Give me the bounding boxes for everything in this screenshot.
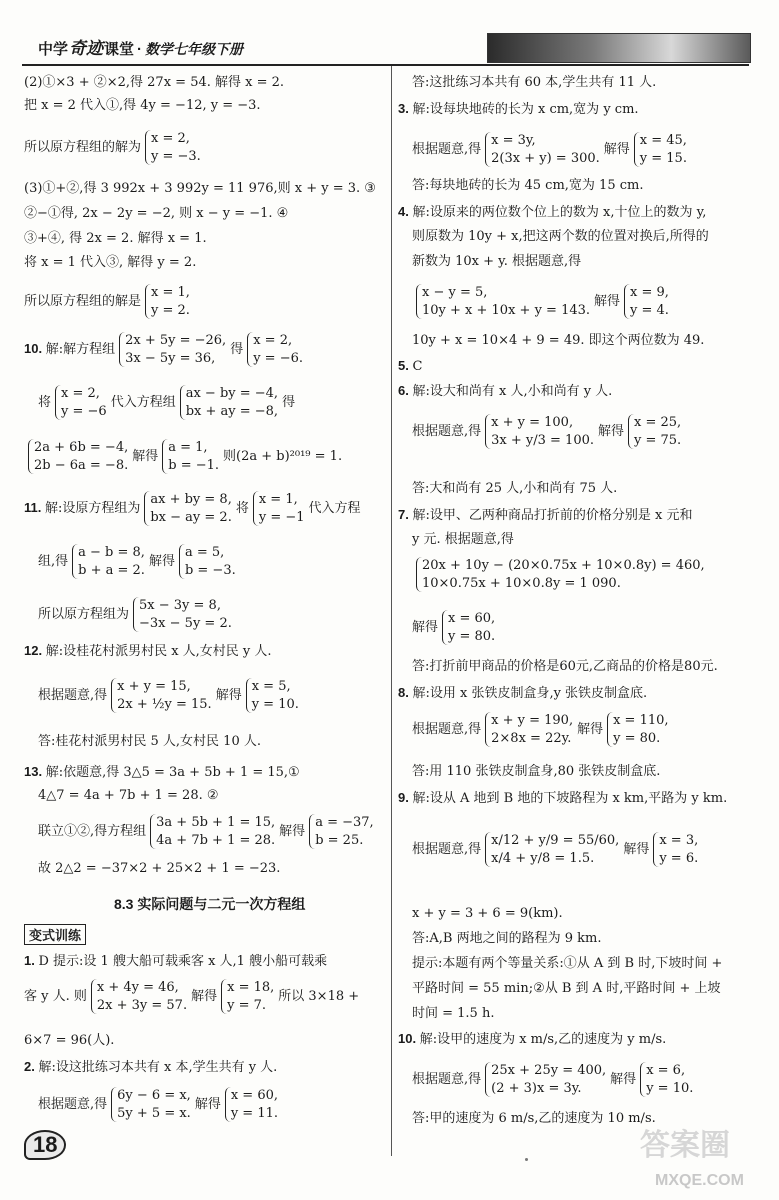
- answer-text: 答:每块地砖的长为 45 cm,宽为 15 cm.: [412, 178, 644, 193]
- equation-system: [485, 132, 600, 167]
- answer-line: [24, 284, 194, 319]
- answer-text: 答:打折前甲商品的价格是60元,乙商品的价格是80元.: [412, 659, 718, 674]
- problem-number: 10.: [398, 1031, 420, 1046]
- watermark-url: MXQE.COM: [655, 1172, 744, 1189]
- page-number: 18: [24, 1130, 66, 1160]
- equation-line: 3a + 5b + 1 = 15,: [156, 815, 276, 830]
- column-divider: [391, 66, 392, 1156]
- equation-system: [150, 814, 275, 849]
- answer-line: [24, 207, 288, 222]
- answer-line: [398, 932, 601, 947]
- answer-line: [398, 557, 709, 592]
- problem-answer: [24, 954, 327, 970]
- problem-number: 6.: [398, 383, 413, 398]
- answer-text: 客 y 人. 则: [24, 989, 87, 1005]
- answer-line: [398, 255, 581, 270]
- answer-text: 将: [38, 395, 52, 411]
- equation-line: 3x − 5y = 36,: [125, 350, 216, 366]
- answer-text: 解得: [598, 424, 625, 440]
- answer-text: 所以原方程组的解是: [24, 294, 142, 310]
- answer-text: 答:甲的速度为 6 m/s,乙的速度为 10 m/s.: [412, 1111, 656, 1126]
- answer-text: 解:设大和尚有 x 人,小和尚有 y 人.: [412, 384, 613, 399]
- equation-system: [246, 678, 299, 713]
- equation-line: bx − ay = 2.: [150, 509, 232, 525]
- answer-text: 将: [235, 501, 249, 517]
- answer-text: 解:设每块地砖的长为 x cm,宽为 y cm.: [412, 102, 639, 117]
- print-speck: [525, 1158, 528, 1161]
- answer-line: [398, 907, 563, 922]
- equation-system: [221, 979, 274, 1014]
- equation-line: x = 5,: [251, 679, 291, 694]
- equation-system: [416, 557, 705, 592]
- answer-text: 4△7 = 4a + 7b + 1 = 28. ②: [38, 788, 219, 803]
- answer-text: 将 x = 1 代入③, 解得 y = 2.: [24, 255, 197, 270]
- answer-line: [24, 439, 342, 474]
- answer-text: 得: [282, 395, 296, 411]
- answer-text: 解:设用 x 张铁皮制盒身,y 张铁皮制盒底.: [412, 686, 648, 701]
- answer-text: 则原数为 10y + x,把这两个数的位置对换后,所得的: [412, 229, 709, 244]
- header-rule: [22, 64, 749, 66]
- problem-number: 10.: [24, 341, 46, 357]
- answer-line: [398, 1007, 494, 1022]
- answer-line: [24, 232, 207, 247]
- equation-line: x = 3y,: [491, 133, 536, 148]
- answer-text: 解得: [191, 989, 218, 1005]
- answer-text: 把 x = 2 代入①,得 4y = −12, y = −3.: [24, 98, 261, 113]
- equation-line: 3x + y/3 = 100.: [491, 432, 594, 448]
- answer-text: 解:依题意,得 3△5 = 3a + 5b + 1 = 15,①: [45, 765, 300, 780]
- answer-text: 提示:本题有两个等量关系:①从 A 到 B 时,下坡时间 +: [412, 956, 723, 971]
- equation-line: (2 + 3)x = 3y.: [491, 1080, 582, 1096]
- page-header: [0, 0, 779, 62]
- answer-text: 解:设原方程组为: [44, 501, 141, 517]
- equation-line: 2a + 6b = −4,: [34, 440, 129, 455]
- answer-text: 解得: [412, 620, 439, 636]
- answer-text: 解得: [194, 1097, 221, 1113]
- equation-system: [162, 439, 219, 474]
- answer-text: 代入方程: [308, 501, 361, 517]
- answer-text: 6×7 = 96(人).: [24, 1033, 115, 1048]
- equation-line: 2b − 6a = −8.: [34, 457, 129, 473]
- problem-answer: [24, 332, 307, 367]
- equation-system: [119, 332, 226, 367]
- equation-line: y = −1: [258, 509, 305, 525]
- equation-system: [145, 130, 201, 165]
- equation-line: x = 2,: [61, 386, 100, 401]
- problem-answer: [398, 205, 706, 221]
- answer-text: 解得: [215, 688, 242, 704]
- answer-line: [398, 482, 617, 497]
- answer-text: 时间 = 1.5 h.: [412, 1006, 495, 1021]
- answer-line: [24, 597, 236, 632]
- equation-system: [607, 712, 668, 747]
- answer-text: 组,得: [38, 554, 69, 570]
- equation-system: [309, 814, 373, 849]
- answer-text: (2)①×3 + ②×2,得 27x = 54. 解得 x = 2.: [24, 75, 285, 90]
- answer-line: [398, 179, 643, 194]
- equation-line: 4a + 7b + 1 = 28.: [156, 832, 276, 848]
- answer-text: 则(2a + b)²⁰¹⁹ = 1.: [223, 449, 343, 465]
- problem-number: 3.: [398, 101, 413, 116]
- equation-line: y = −6: [61, 403, 107, 419]
- answer-line: [398, 132, 691, 167]
- equation-line: x/4 + y/8 = 1.5.: [491, 850, 595, 866]
- answer-line: [24, 256, 196, 271]
- equation-line: x = 110,: [613, 713, 669, 728]
- answer-text: 解:设从 A 地到 B 地的下坡路程为 x km,平路为 y km.: [412, 791, 728, 806]
- answer-text: 根据题意,得: [412, 722, 482, 738]
- answer-text: D 提示:设 1 艘大船可载乘客 x 人,1 艘小船可载乘: [38, 954, 328, 969]
- answer-line: [24, 814, 378, 849]
- answer-line: [24, 76, 284, 91]
- answer-text: 得: [230, 342, 244, 358]
- problem-answer: [398, 686, 647, 702]
- equation-line: 2×8x = 22y.: [491, 730, 572, 746]
- problem-answer: [398, 791, 727, 807]
- equation-line: a = −37,: [315, 815, 374, 830]
- equation-system: [653, 832, 698, 867]
- equation-line: x − y = 5,: [422, 285, 488, 300]
- equation-system: [634, 132, 687, 167]
- equation-line: 2x + 5y = −26,: [125, 333, 227, 348]
- equation-line: 6y − 6 = x,: [117, 1088, 191, 1103]
- answer-text: 解得: [279, 824, 306, 840]
- answer-line: [398, 1062, 697, 1097]
- header-banner-image: [487, 33, 751, 63]
- equation-line: y = 80.: [613, 730, 661, 746]
- equation-line: 10y + x + 10x + y = 143.: [422, 302, 591, 318]
- equation-line: y = 15.: [639, 150, 687, 166]
- equation-line: y = −6.: [253, 350, 304, 366]
- problem-answer: [398, 359, 422, 375]
- answer-line: [24, 182, 376, 197]
- answer-text: C: [412, 359, 423, 374]
- answer-text: 答:大和尚有 25 人,小和尚有 75 人.: [412, 481, 618, 496]
- equation-line: x = 1,: [258, 492, 298, 507]
- answer-text: 根据题意,得: [38, 1097, 108, 1113]
- answer-line: [398, 76, 656, 91]
- answer-line: [398, 414, 685, 449]
- equation-line: −3x − 5y = 2.: [139, 615, 232, 631]
- equation-line: x = 1,: [151, 285, 190, 300]
- answer-line: [398, 982, 720, 997]
- answer-text: 解得: [603, 142, 630, 158]
- equation-line: x = 2,: [151, 131, 190, 146]
- answer-text: 10y + x = 10×4 + 9 = 49. 即这个两位数为 49.: [412, 333, 705, 348]
- answer-text: 故 2△2 = −37×2 + 25×2 + 1 = −23.: [38, 861, 281, 876]
- equation-line: b = 25.: [315, 832, 364, 848]
- equation-system: [180, 385, 278, 420]
- equation-line: x + y = 100,: [491, 415, 574, 430]
- problem-number: 5.: [398, 358, 413, 373]
- equation-line: y = 75.: [634, 432, 682, 448]
- equation-system: [628, 414, 681, 449]
- equation-line: b = −3.: [184, 562, 236, 578]
- answer-line: [398, 1112, 656, 1127]
- problem-number: 12.: [24, 643, 46, 658]
- practice-box-label: 变式训练: [24, 924, 86, 945]
- equation-line: a − b = 8,: [78, 545, 145, 560]
- answer-text: 解:设甲、乙两种商品打折前的价格分别是 x 元和: [412, 508, 693, 523]
- equation-line: x = 18,: [227, 980, 275, 995]
- brand-logo: 奇迹: [69, 39, 104, 59]
- problem-number: 13.: [24, 764, 46, 779]
- problem-answer: [398, 384, 612, 400]
- equation-line: x = 60,: [230, 1088, 278, 1103]
- book-brand: 中学奇迹课堂 · 数学七年级下册: [38, 39, 244, 59]
- answer-text: 答:A,B 两地之间的路程为 9 km.: [412, 931, 602, 946]
- answer-line: [24, 130, 205, 165]
- equation-line: x = 25,: [634, 415, 682, 430]
- answer-text: (3)①+②,得 3 992x + 3 992y = 11 976,则 x + y = 3. ③: [24, 181, 376, 196]
- equation-system: [145, 284, 190, 319]
- equation-line: x = 60,: [448, 611, 496, 626]
- answer-line: [24, 1087, 282, 1122]
- problem-answer: [398, 1032, 666, 1048]
- equation-system: [442, 610, 495, 645]
- problem-answer: [24, 491, 361, 526]
- equation-system: [179, 544, 236, 579]
- problem-number: 7.: [398, 507, 413, 522]
- equation-system: [111, 678, 212, 713]
- answer-line: [398, 957, 722, 972]
- answer-line: [398, 765, 660, 780]
- equation-system: [72, 544, 145, 579]
- equation-line: x = 3,: [659, 833, 699, 848]
- answer-line: [398, 712, 673, 747]
- answer-text: 所以原方程组为: [38, 607, 130, 623]
- section-title: 8.3 实际问题与二元一次方程组: [114, 896, 306, 912]
- answer-text: 解得: [148, 554, 175, 570]
- equation-system: [133, 597, 232, 632]
- answer-text: 解:设这批练习本共有 x 本,学生共有 y 人.: [38, 1060, 278, 1075]
- problem-answer: [24, 765, 300, 781]
- answer-text: 所以 3×18 +: [278, 989, 360, 1005]
- equation-line: b = −1.: [168, 457, 220, 473]
- equation-line: y = −3.: [151, 148, 201, 164]
- answer-text: 解得: [594, 294, 621, 310]
- equation-line: b + a = 2.: [78, 562, 145, 578]
- answer-text: 解:设甲的速度为 x m/s,乙的速度为 y m/s.: [419, 1032, 667, 1047]
- answer-text: ②−①得, 2x − 2y = −2, 则 x − y = −1. ④: [24, 206, 289, 221]
- equation-line: y = 11.: [230, 1105, 279, 1121]
- answer-text: ③+④, 得 2x = 2. 解得 x = 1.: [24, 231, 207, 246]
- problem-number: 2.: [24, 1059, 39, 1074]
- answer-text: 根据题意,得: [38, 688, 108, 704]
- answer-line: [398, 832, 702, 867]
- equation-line: x + 4y = 46,: [96, 980, 179, 995]
- answer-line: [24, 99, 261, 114]
- equation-system: [144, 491, 231, 526]
- watermark-logo: 答案圈: [640, 1129, 730, 1162]
- equation-line: y = 80.: [448, 628, 496, 644]
- equation-line: ax − by = −4,: [185, 386, 279, 401]
- answer-line: [398, 610, 499, 645]
- answer-line: [24, 1034, 114, 1049]
- equation-line: x = 45,: [639, 133, 687, 148]
- answer-line: [398, 660, 718, 675]
- answer-line: [24, 544, 240, 579]
- equation-system: [247, 332, 303, 367]
- equation-line: 5y + 5 = x.: [117, 1105, 191, 1121]
- equation-line: y = 7.: [227, 997, 267, 1013]
- equation-line: y = 10.: [251, 696, 299, 712]
- equation-line: x + y = 190,: [491, 713, 574, 728]
- answer-text: 解得: [132, 449, 159, 465]
- equation-line: y = 4.: [630, 302, 669, 318]
- equation-system: [485, 414, 594, 449]
- equation-system: [253, 491, 305, 526]
- problem-answer: [24, 1060, 277, 1076]
- equation-line: a = 5,: [184, 545, 225, 560]
- equation-system: [28, 439, 128, 474]
- answer-text: 解得: [577, 722, 604, 738]
- problem-number: 4.: [398, 204, 413, 219]
- answer-line: [398, 533, 514, 548]
- equation-system: [55, 385, 107, 420]
- answer-text: 解:设原来的两位数个位上的数为 x,十位上的数为 y,: [412, 205, 707, 220]
- answer-text: 联立①②,得方程组: [38, 824, 147, 840]
- answer-text: 解得: [610, 1072, 637, 1088]
- answer-line: [24, 979, 359, 1014]
- equation-system: [485, 1062, 606, 1097]
- answer-text: x + y = 3 + 6 = 9(km).: [412, 906, 563, 921]
- answer-text: 根据题意,得: [412, 142, 482, 158]
- equation-line: x = 2,: [253, 333, 293, 348]
- equation-system: [416, 284, 590, 319]
- equation-line: 10×0.75x + 10×0.8y = 1 090.: [422, 575, 621, 591]
- answer-text: y 元. 根据题意,得: [412, 532, 514, 547]
- equation-line: 25x + 25y = 400,: [491, 1063, 607, 1078]
- answer-text: 平路时间 = 55 min;②从 B 到 A 时,平路时间 + 上坡: [412, 981, 721, 996]
- equation-system: [111, 1087, 191, 1122]
- answer-text: 根据题意,得: [412, 1072, 482, 1088]
- problem-answer: [24, 644, 272, 660]
- equation-system: [91, 979, 187, 1014]
- answer-text: 解:设桂花村派男村民 x 人,女村民 y 人.: [45, 644, 272, 659]
- problem-number: 9.: [398, 790, 413, 805]
- equation-line: x/12 + y/9 = 55/60,: [491, 833, 620, 848]
- equation-line: bx + ay = −8,: [185, 403, 279, 419]
- equation-line: 2x + 3y = 57.: [96, 997, 188, 1013]
- answer-text: 答:用 110 张铁皮制盒身,80 张铁皮制盒底.: [412, 764, 661, 779]
- equation-line: 2(3x + y) = 300.: [491, 150, 600, 166]
- answer-line: [24, 789, 219, 804]
- answer-text: 根据题意,得: [412, 842, 482, 858]
- answer-text: 解:解方程组: [45, 342, 116, 358]
- equation-line: x = 9,: [630, 285, 669, 300]
- answer-text: 所以原方程组的解为: [24, 140, 142, 156]
- answer-text: 新数为 10x + y. 根据题意,得: [412, 254, 582, 269]
- answer-text: 答:这批练习本共有 60 本,学生共有 11 人.: [412, 75, 657, 90]
- equation-system: [225, 1087, 278, 1122]
- answer-line: [24, 862, 280, 877]
- equation-system: [640, 1062, 693, 1097]
- answer-line: [24, 678, 303, 713]
- problem-answer: [398, 508, 692, 524]
- equation-line: 5x − 3y = 8,: [139, 598, 221, 613]
- equation-line: a = 1,: [168, 440, 208, 455]
- equation-system: [624, 284, 669, 319]
- answer-text: 根据题意,得: [412, 424, 482, 440]
- equation-line: 2x + ½y = 15.: [117, 696, 212, 712]
- equation-line: y = 6.: [659, 850, 699, 866]
- equation-line: x = 6,: [646, 1063, 686, 1078]
- answer-text: 解得: [623, 842, 650, 858]
- equation-system: [485, 832, 619, 867]
- book-subtitle: 数学七年级下册: [145, 42, 244, 58]
- equation-line: 20x + 10y − (20×0.75x + 10×0.8y) = 460,: [422, 558, 705, 573]
- answer-line: [398, 334, 704, 349]
- equation-line: y = 2.: [151, 302, 190, 318]
- equation-line: ax + by = 8,: [150, 492, 232, 507]
- answer-line: [398, 230, 709, 245]
- equation-line: y = 10.: [646, 1080, 694, 1096]
- problem-answer: [398, 102, 639, 118]
- answer-line: [24, 385, 295, 420]
- problem-number: 11.: [24, 500, 45, 516]
- answer-text: 答:桂花村派男村民 5 人,女村民 10 人.: [38, 734, 261, 749]
- answer-line: [24, 735, 261, 750]
- problem-number: 8.: [398, 685, 413, 700]
- equation-system: [485, 712, 573, 747]
- problem-number: 1.: [24, 953, 39, 968]
- equation-line: x + y = 15,: [117, 679, 191, 694]
- answer-line: [398, 284, 673, 319]
- answer-text: 代入方程组: [110, 395, 176, 411]
